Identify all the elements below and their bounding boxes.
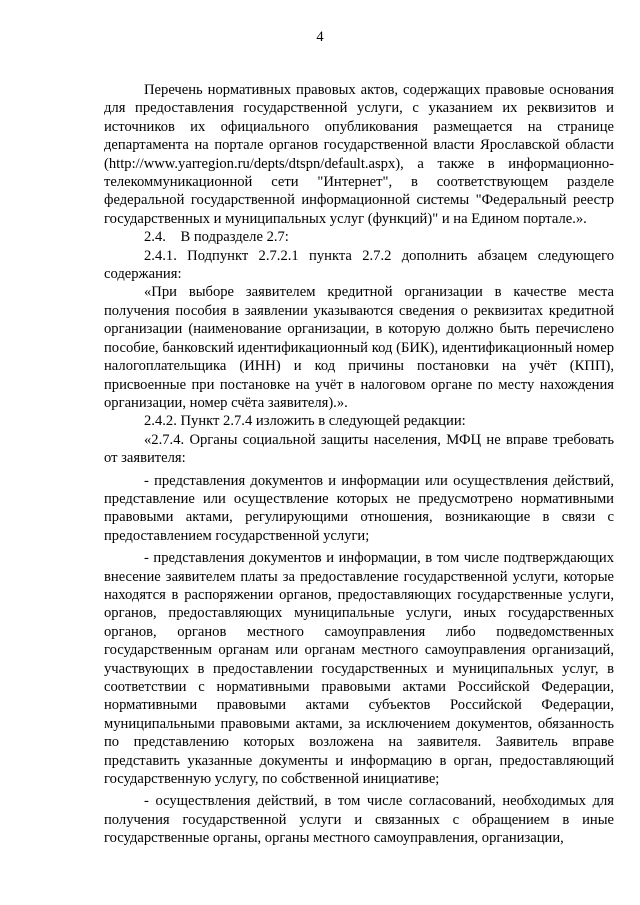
body-text [104,81,614,848]
paragraph-credit-organization: «При выборе заявителем кредитной организации в качестве места получения пособия в заявлении указываются сведения о реквизитах кредитной организации (наименование организации, в которую должно быть перечислено пособие, банковский идентификационный код (БИК), идентификационный номер налогоплательщика (ИНН) и код причины постановки на учёт (КПП), присвоенные при постановке на учёт в налоговом органе по месту нахождения организации, номер счёта заявителя).». [104,284,614,411]
paragraph-item-2-4-1: 2.4.1. Подпункт 2.7.2.1 пункта 2.7.2 дополнить абзацем следующего содержания: [104,247,614,283]
list-item-approvals: - осуществления действий, в том числе согласований, необходимых для получения государственной услуги и связанных с обращением в иные государственные органы, органы местного самоуправления, организации, [104,793,614,847]
list-item-documents-information: - представления документов и информации, в том числе подтверждающих внесение заявителем платы за предоставление государственной услуги, которые находятся в распоряжении органов, предоставляющих государственные услуги, органов, предоставляющих муниципальные услуги, иных государственных органов, органов местного самоуправления либо подведомственных государственным органам или органам местного самоуправления организаций, участвующих в предоставлении государственных и муниципальных услуг, в соответствии с нормативными правовыми актами Российской Федерации, нормативными правовыми актами субъектов Российской Федерации, муниципальными правовыми актами, за исключением документов, обязанность по представлению которых возложена на заявителя. Заявитель вправе представить указанные документы и информацию в орган, предоставляющий государственную услугу, по собственной инициативе; [104,550,614,788]
paragraph-item-2-4-2: 2.4.2. Пункт 2.7.4 изложить в следующей редакции: [144,413,466,430]
paragraph-section-2-4: 2.4. В подразделе 2.7: [144,229,289,246]
paragraph-item-2-7-4: «2.7.4. Органы социальной защиты населения, МФЦ не вправе требовать от заявителя: [104,431,614,467]
page-number: 4 [316,29,324,45]
list-item-documents-actions: - представления документов и информации или осуществления действий, представление или осуществление которых не предусмотрено нормативными правовыми актами, регулирующими отношения, возникающие в связи с предоставлением государственной услуги; [104,472,614,544]
paragraph-legal-acts-list: Перечень нормативных правовых актов, содержащих правовые основания для предоставления государственной услуги, с указанием их реквизитов и источников их официального опубликования размещается на странице департамента на портале органов государственной власти Ярославской области (http://www.yarregion.ru/depts/dtspn/default.aspx), а также в информационно-телекоммуникационной сети "Интернет", в соответствующем разделе федеральной государственной информационной системы "Федеральный реестр государственных и муниципальных услуг (функций)" и на Едином портале.». [104,82,614,227]
